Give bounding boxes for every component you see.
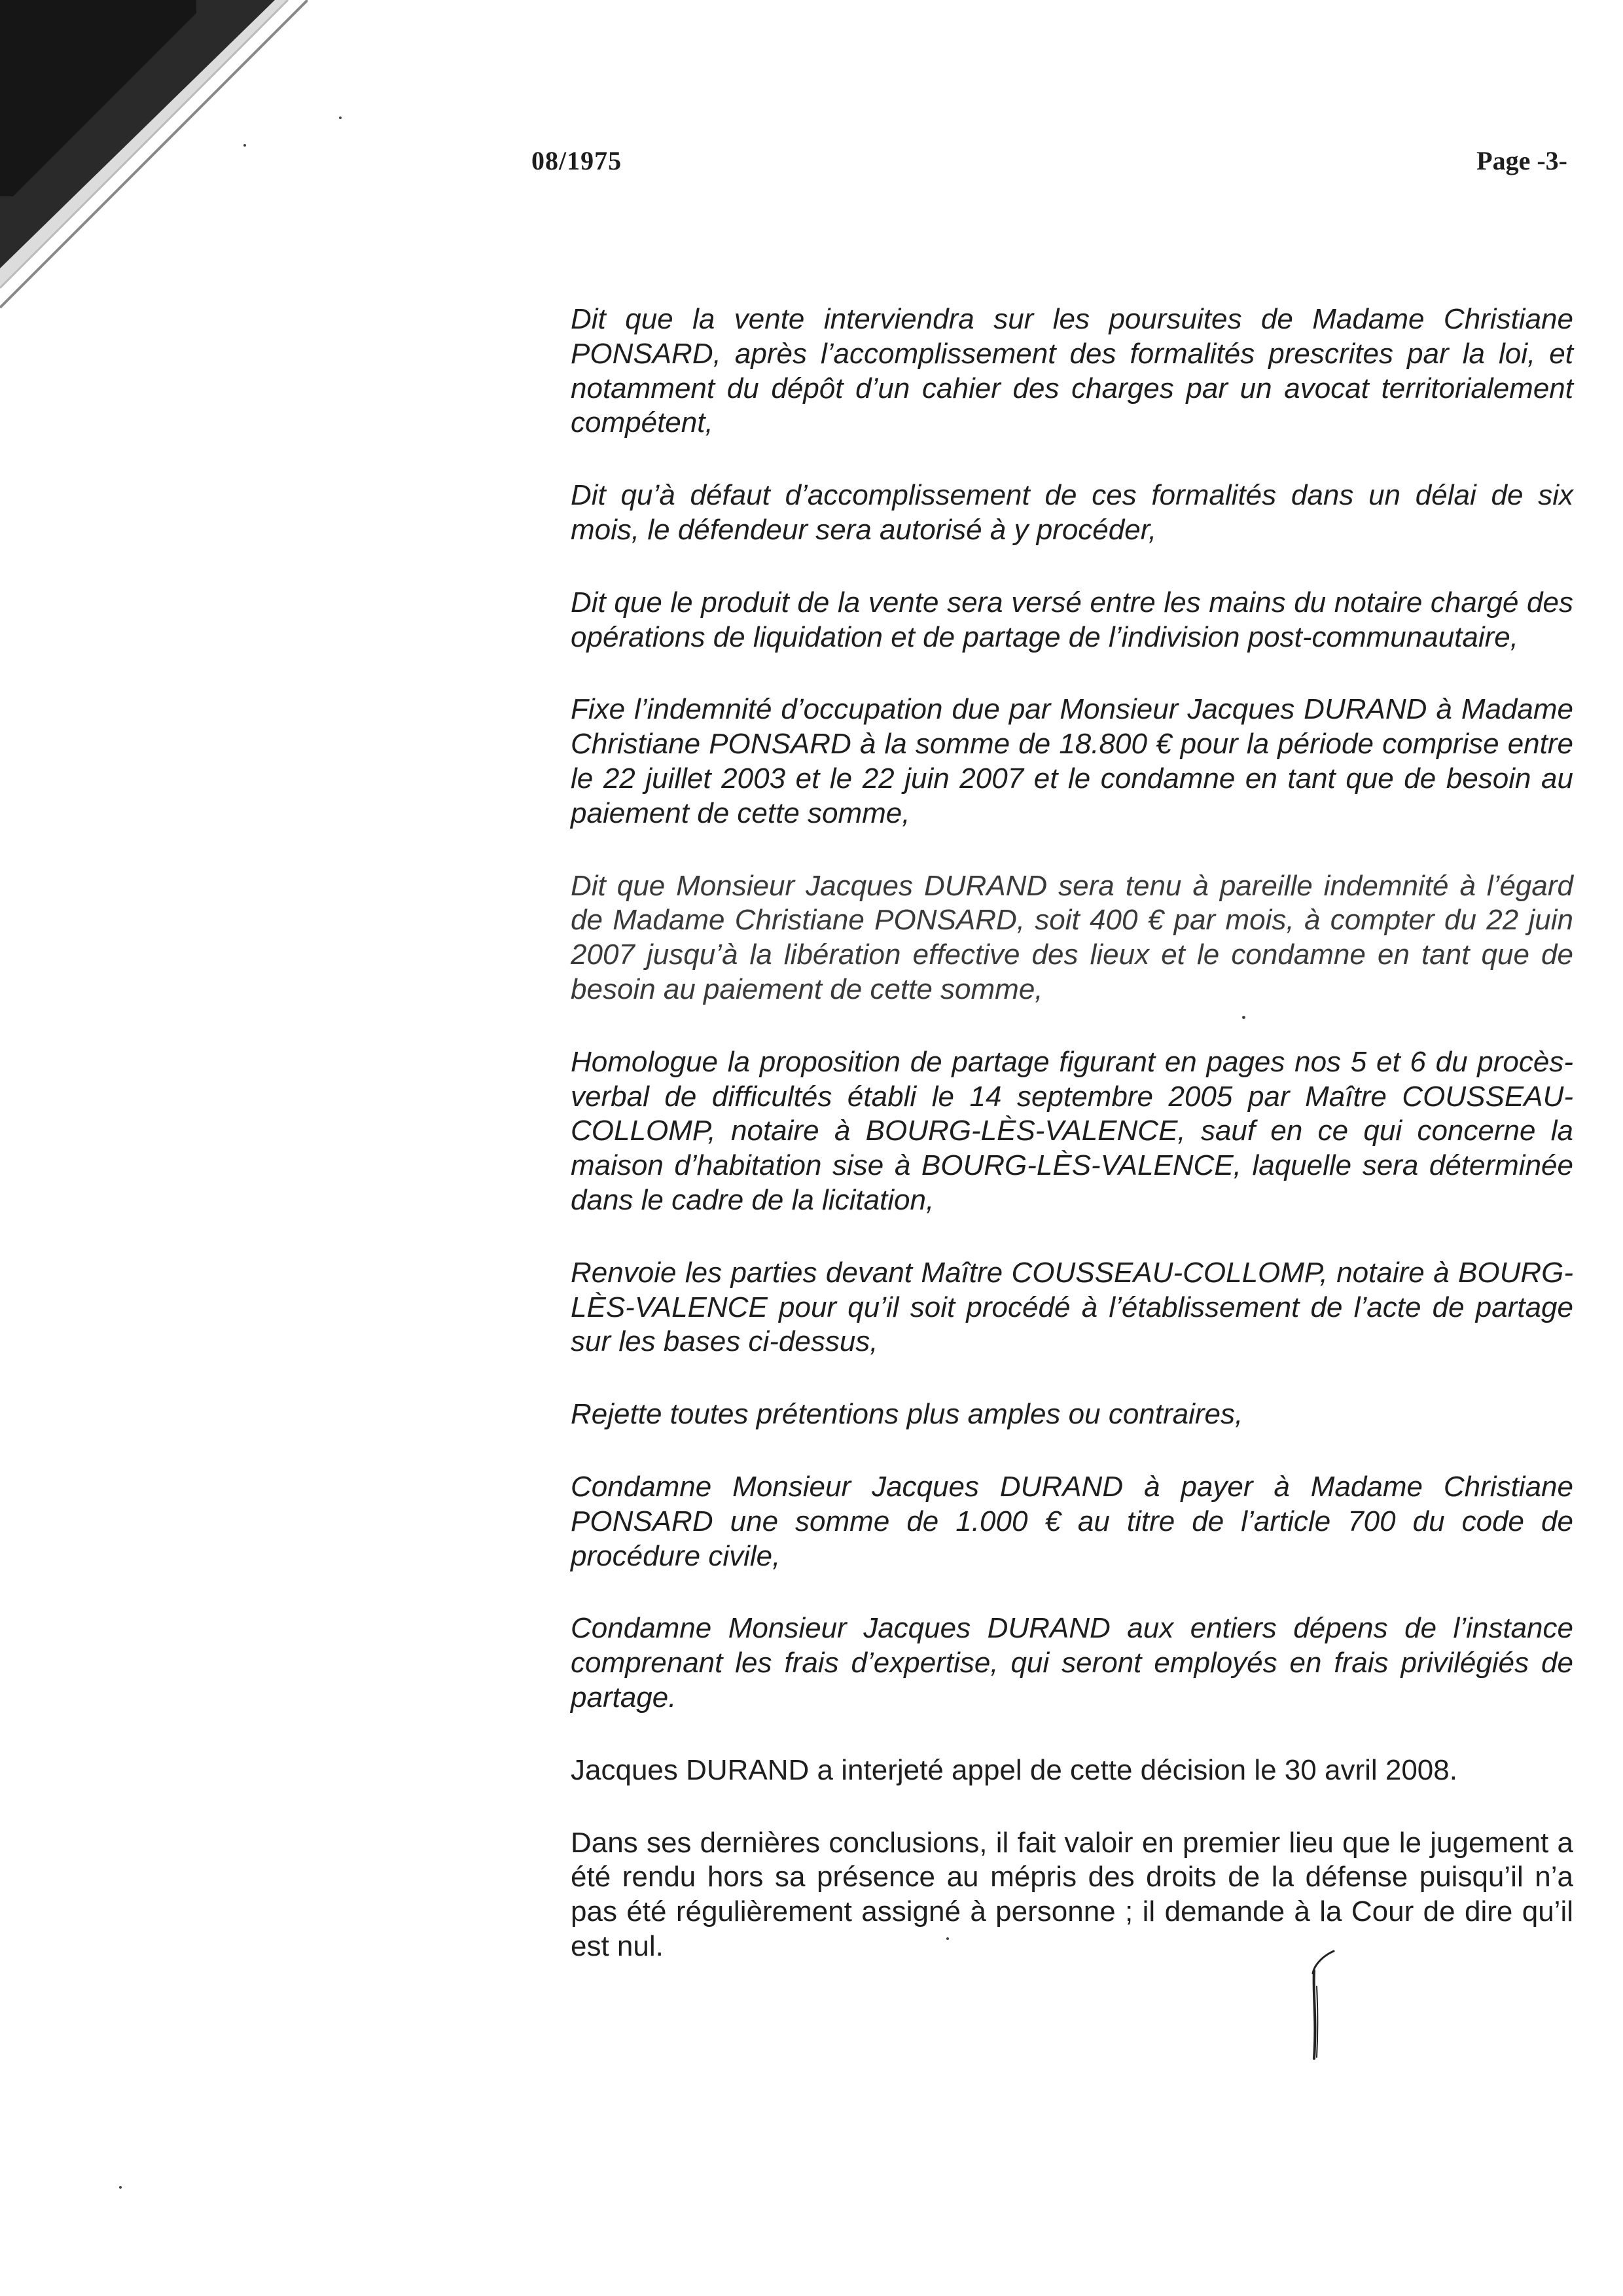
paragraph: Dit que la vente interviendra sur les poursuites de Madame Christiane PONSARD, après l’accomplissement des formalités prescrites par la loi, et notamment du dépôt d’un cahier des charges par un avocat territorialement compétent, <box>571 303 1573 439</box>
page-number: Page -3- <box>1476 146 1567 175</box>
folded-corner <box>0 0 308 314</box>
scan-speck <box>946 1937 949 1940</box>
paragraph: Homologue la proposition de partage figurant en pages nos 5 et 6 du procès-verbal de difficultés établi le 14 septembre 2005 par Maître COUSSEAU-COLLOMP, notaire à BOURG-LÈS-VALENCE, sauf en ce qui concerne la maison d’habitation sise à BOURG-LÈS-VALENCE, laquelle sera déterminée dans le cadre de la licitation, <box>571 1045 1573 1216</box>
document-body <box>571 302 1573 2002</box>
paragraph: Renvoie les parties devant Maître COUSSEAU-COLLOMP, notaire à BOURG-LÈS-VALENCE pour qu’il soit procédé à l’établissement de l’acte de partage sur les bases ci-dessus, <box>571 1256 1573 1358</box>
scan-speck <box>243 144 246 147</box>
paragraph: Jacques DURAND a interjeté appel de cette décision le 30 avril 2008. <box>571 1753 1457 1786</box>
scan-speck <box>339 117 342 119</box>
scan-speck <box>119 2186 122 2189</box>
handwritten-initial <box>1302 1947 1348 2065</box>
paragraph: Dit qu’à défaut d’accomplissement de ces formalités dans un délai de six mois, le défendeur sera autorisé à y procéder, <box>571 479 1573 546</box>
paragraph: Dit que Monsieur Jacques DURAND sera tenu à pareille indemnité à l’égard de Madame Christiane PONSARD, soit 400 € par mois, à compter du 22 juin 2007 jusqu’à la libération effective des lieux et le condamne en tant que de besoin au paiement de cette somme, <box>571 869 1573 1005</box>
paragraph: Dit que le produit de la vente sera versé entre les mains du notaire chargé des opérations de liquidation et de partage de l’indivision post-communautaire, <box>571 586 1573 653</box>
paragraph: Rejette toutes prétentions plus amples ou contraires, <box>571 1398 1243 1431</box>
document-reference: 08/1975 <box>531 146 622 175</box>
paragraph: Condamne Monsieur Jacques DURAND aux entiers dépens de l’instance comprenant les frais d’expertise, qui seront employés en frais privilégiés de partage. <box>571 1612 1573 1713</box>
paragraph: Fixe l’indemnité d’occupation due par Monsieur Jacques DURAND à Madame Christiane PONSARD à la somme de 18.800 € pour la période comprise entre le 22 juillet 2003 et le 22 juin 2007 et le condamne en tant que de besoin au paiement de cette somme, <box>571 693 1573 829</box>
paragraph: Dans ses dernières conclusions, il fait valoir en premier lieu que le jugement a été rendu hors sa présence au mépris des droits de la défense puisqu’il n’a pas été régulièrement assigné à personne ; il demande à la Cour de dire qu’il est nul. <box>571 1826 1573 1962</box>
paragraph: Condamne Monsieur Jacques DURAND à payer à Madame Christiane PONSARD une somme de 1.000 € au titre de l’article 700 du code de procédure civile, <box>571 1470 1573 1572</box>
scan-speck <box>1242 1016 1245 1019</box>
